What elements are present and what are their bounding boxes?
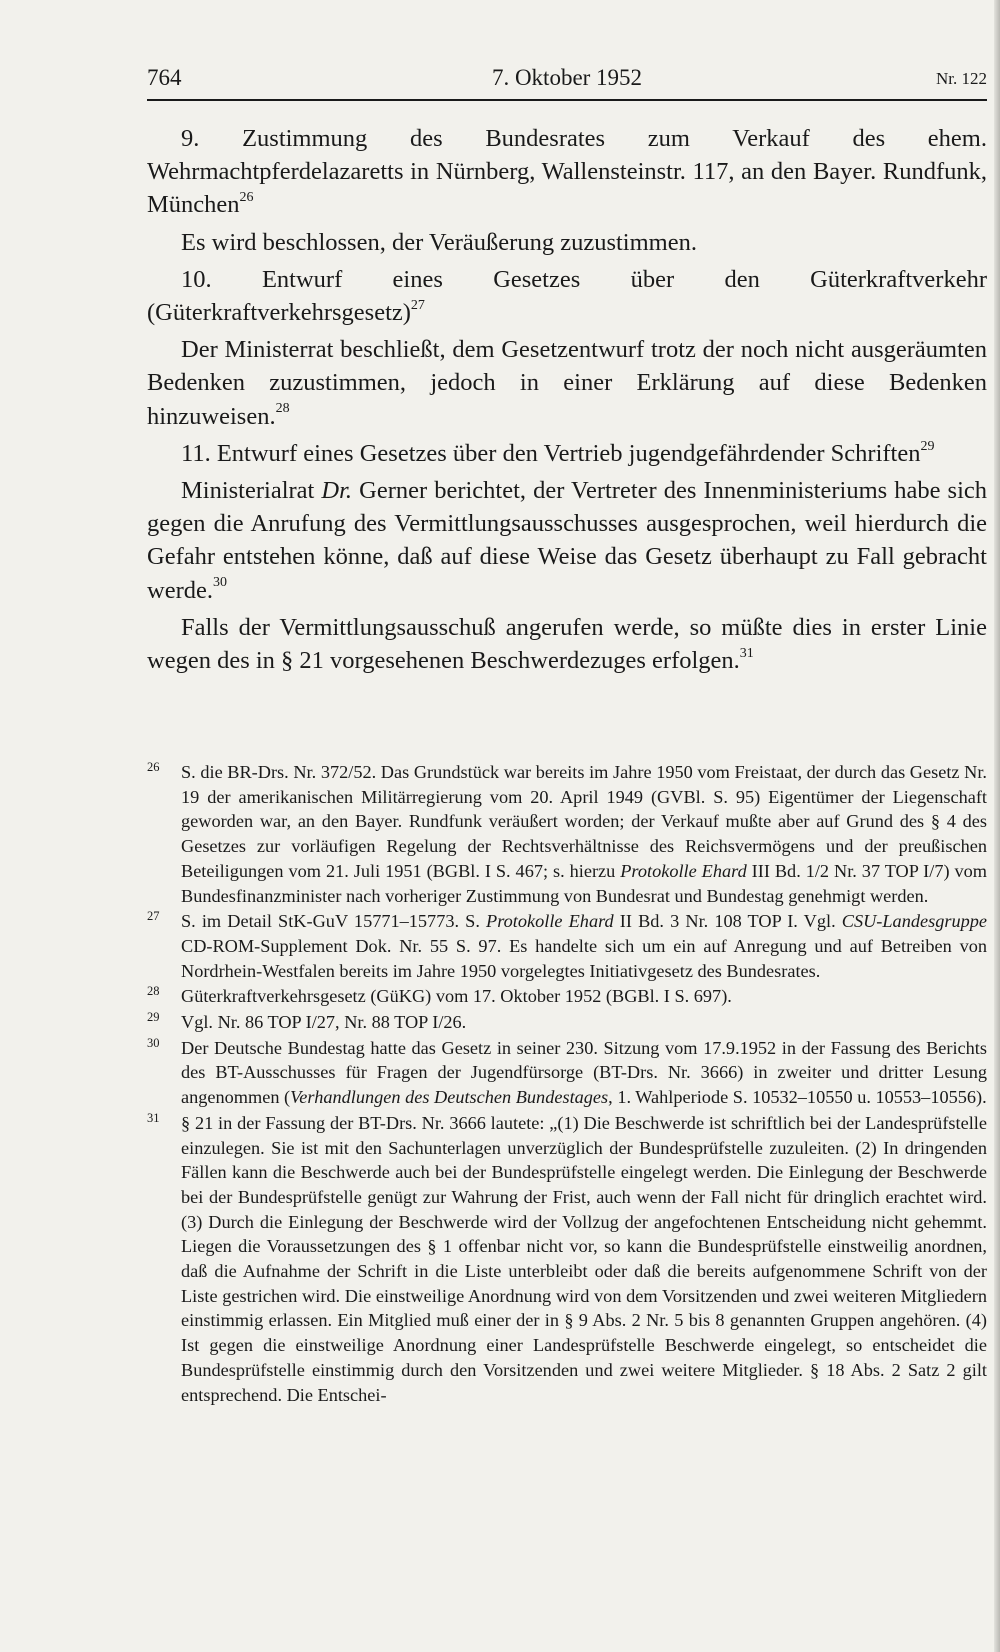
- header-date: 7. Oktober 1952: [491, 65, 643, 90]
- decision-paragraph: Der Ministerrat beschließt, dem Gesetzentwurf trotz der noch nicht ausgeräumten Bedenken zuzustimmen, jedoch in einer Erklärung auf diese Bedenken hinzuweisen.$^{28}$: [147, 336, 987, 430]
- footnote-number: 27: [147, 909, 160, 924]
- footnote-number: 29: [147, 1010, 160, 1025]
- footnote-ref[interactable]: 26: [239, 190, 254, 206]
- footnote-ref[interactable]: 29: [920, 438, 935, 454]
- footnote-28: 28 Güterkraftverkehrsgesetz (GüKG) vom 17. Oktober 1952 (BGBl. I S. 697).: [147, 984, 987, 1009]
- footnote-30: 30 Der Deutsche Bundestag hatte das Gesetz in seiner 230. Sitzung vom 17.9.1952 in der Fassung des Berichts des BT-Ausschusses für Fragen der Jugendfürsorge (BT-Drs. Nr. 3666) in zweiter und dritter Lesung angenommen (Verhandlungen des Deutschen Bundestages, 1. Wahlperiode S. 10532–10550 u. 10553–10556).: [147, 1036, 987, 1110]
- report-paragraph: Falls der Vermittlungsausschuß angerufen werde, so müßte dies in erster Linie wegen des in § 21 vorgesehenen Beschwerdezuges erfolgen.$^{31}$: [147, 613, 987, 675]
- running-header: [147, 55, 987, 101]
- footnote-number: 31: [147, 1110, 160, 1125]
- footnote-number: 30: [147, 1035, 160, 1050]
- footnote-ref[interactable]: 31: [739, 645, 754, 661]
- footnote-ref[interactable]: 27: [410, 297, 425, 313]
- footnote-number: 28: [147, 984, 160, 999]
- footnote-27: 27 S. im Detail StK-GuV 15771–15773. S. Protokolle Ehard II Bd. 3 Nr. 108 TOP I. Vgl. CSU-Landesgruppe CD-ROM-Supplement Dok. Nr. 55 S. 97. Es handelte sich um ein auf Anregung und auf Betreiben von Nordrhein-Westfalen bereits im Jahre 1950 vorgelegtes Initiativgesetz des Bundesrates.: [147, 909, 987, 983]
- footnote-number: 26: [147, 760, 160, 774]
- footnote-31: 31 § 21 in der Fassung der BT-Drs. Nr. 3666 lautete: „(1) Die Beschwerde ist schriftlich bei der Landesprüfstelle einzulegen. Sie ist mit den Sachunterlagen unverzüglich der Bundesprüfstelle zuzuleiten. (2) In dringenden Fällen kann die Beschwerde auch bei der Bundesprüfstelle eingelegt werden. Die Einlegung der Beschwerde bei der Bundesprüfstelle genügt zur Wahrung der Frist, auch wenn der Fall nicht für dringlich erachtet wird. (3) Durch die Einlegung der Beschwerde wird der Vollzug der angefochtenen Entscheidung nicht gehemmt. Liegen die Voraussetzungen des § 1 offenbar nicht vor, so kann die Bundesprüfstelle einstweilig anordnen, daß die Aufnahme der Schrift in die Liste unterbleibt oder daß die bereits aufgenommene Schrift von der Liste gestrichen wird. Die einstweilige Anordnung wird von dem Vorsitzenden und zwei weiteren Mitgliedern einstimmig erlassen. Ein Mitglied muß einer der in § 9 Abs. 2 Nr. 5 bis 8 genannten Gruppen angehören. (4) Ist gegen die einstweilige Anordnung einer Landesprüfstelle Beschwerde eingelegt, so entscheidet die Bundesprüfstelle einstimmig durch den Vorsitzenden und zwei weitere Mitglieder. § 18 Abs. 2 Satz 2 gilt entsprechend. Die Entschei-: [147, 1111, 987, 1407]
- footnote-ref[interactable]: 28: [275, 401, 290, 417]
- agenda-item-10: 10. Entwurf eines Gesetzes über den Güterkraftverkehr (Güterkraftverkehrsgesetz)$^{27}$: [147, 265, 987, 327]
- page-number: 764: [147, 65, 182, 90]
- footnote-26: 26 S. die BR-Drs. Nr. 372/52. Das Grundstück war bereits im Jahre 1950 vom Freistaat, der durch das Gesetz Nr. 19 der amerikanischen Militärregierung vom 20. April 1949 (GVBl. S. 95) Eigentümer der Liegenschaft geworden war, an den Bayer. Rundfunk veräußert worden; der Verkauf mußte aber auf Grund des § 4 des Gesetzes zur vorläufigen Regelung der Rechtsverhältnisse des Reichsvermögens und der preußischen Beteiligungen vom 21. Juli 1951 (BGBl. I S. 467; s. hierzu Protokolle Ehard III Bd. 1/2 Nr. 37 TOP I/7) vom Bundesfinanzminister nach vorheriger Zustimmung von Bundesrat und Bundestag genehmigt werden.: [147, 760, 987, 908]
- decision-paragraph: Es wird beschlossen, der Veräußerung zuzustimmen.: [181, 228, 697, 256]
- header-issue-number: Nr. 122: [936, 69, 987, 88]
- agenda-item-9: 9. Zustimmung des Bundesrates zum Verkauf des ehem. Wehrmachtpferdelazaretts in Nürnberg, Wallensteinstr. 117, an den Bayer. Rundfunk, München$^{26}$: [147, 125, 987, 219]
- footnotes: [147, 760, 987, 1408]
- footnote-ref[interactable]: 30: [212, 575, 227, 591]
- report-paragraph: Ministerialrat Dr. Gerner berichtet, der Vertreter des Innenministeriums habe sich gegen die Anrufung des Vermittlungsausschusses ausgesprochen, weil hierdurch die Gefahr entstehen könne, daß auf diese Weise das Gesetz überhaupt zu Fall gebracht werde.$^{30}$: [147, 477, 988, 604]
- main-text: [147, 122, 987, 681]
- page-edge: [994, 0, 1000, 1652]
- footnote-29: 29 Vgl. Nr. 86 TOP I/27, Nr. 88 TOP I/26.: [147, 1010, 987, 1035]
- agenda-item-11: 11. Entwurf eines Gesetzes über den Vertrieb jugendgefährdender Schriften$^{29}$: [181, 438, 935, 467]
